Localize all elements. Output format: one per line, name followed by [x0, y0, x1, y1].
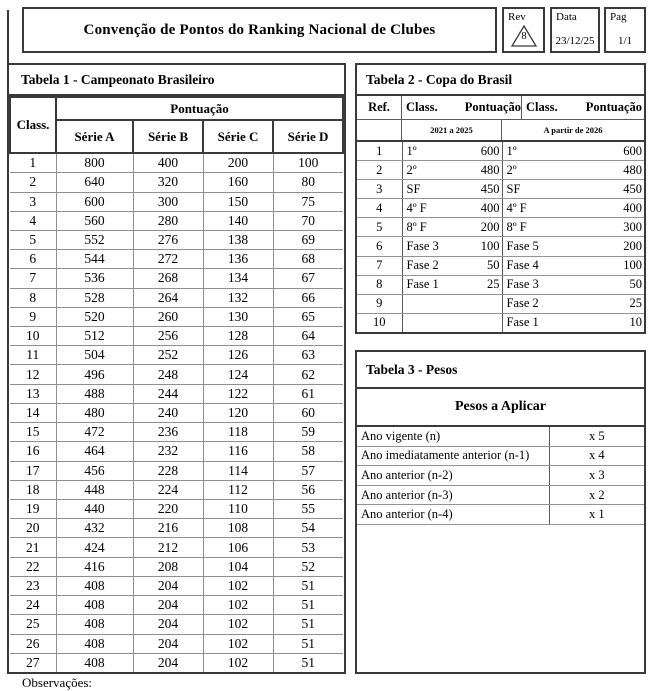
tabela2-ref-cell: 5	[357, 218, 402, 237]
tabela1-col-header-serie-c: Série C	[203, 120, 273, 153]
tabela1-points-cell: 130	[203, 307, 273, 326]
tabela1-row	[10, 269, 343, 288]
tabela1-row	[10, 403, 343, 422]
left-page-border	[7, 10, 9, 65]
tabela2-class-cell: Fase 5	[502, 237, 557, 256]
tabela1-points-cell: 408	[56, 634, 133, 653]
tabela1-points-cell: 110	[203, 500, 273, 519]
tabela2-class-cell	[402, 294, 457, 313]
tabela1-points-cell: 51	[273, 634, 343, 653]
tabela1-table	[9, 96, 344, 672]
tabela3-row	[357, 427, 644, 446]
tabela1-points-cell: 120	[203, 403, 273, 422]
date-value: 23/12/25	[555, 35, 595, 47]
tabela1-col-header-pontuacao: Pontuação	[56, 97, 343, 120]
tabela2-class-cell: 1º	[402, 142, 457, 161]
tabela2-row	[357, 256, 644, 275]
tabela1-points-cell: 116	[203, 442, 273, 461]
tabela1-points-cell: 114	[203, 461, 273, 480]
document-header-title-box	[22, 7, 497, 53]
tabela2-class-cell: Fase 4	[502, 256, 557, 275]
tabela1-points-cell: 102	[203, 615, 273, 634]
tabela1-row	[10, 557, 343, 576]
tabela2-points-cell: 25	[457, 275, 502, 294]
tabela3-multiplier-cell: x 2	[549, 485, 644, 505]
tabela1-points-cell: 440	[56, 500, 133, 519]
revision-triangle-icon	[510, 24, 538, 48]
tabela2-class-cell: 1º	[502, 142, 557, 161]
tabela2-class-cell: Fase 3	[502, 275, 557, 294]
tabela2-class-cell: Fase 2	[502, 294, 557, 313]
tabela1-points-cell: 60	[273, 403, 343, 422]
date-box	[550, 7, 600, 53]
tabela1-class-cell: 16	[10, 442, 56, 461]
tabela1-points-cell: 64	[273, 327, 343, 346]
tabela3-label-cell: Ano anterior (n-4)	[357, 505, 549, 525]
tabela1-points-cell: 100	[273, 153, 343, 173]
tabela2-class-cell: SF	[402, 180, 457, 199]
tabela1-row	[10, 384, 343, 403]
tabela1-class-cell: 6	[10, 250, 56, 269]
tabela1-points-cell: 248	[133, 365, 203, 384]
tabela2-class-cell	[402, 313, 457, 332]
tabela1-points-cell: 432	[56, 519, 133, 538]
tabela1-points-cell: 268	[133, 269, 203, 288]
tabela2-row	[357, 294, 644, 313]
tabela2-col-header-class-1: Class.	[406, 100, 438, 114]
tabela1-points-cell: 102	[203, 634, 273, 653]
document-title: Convenção de Pontos do Ranking Nacional de Clubes	[83, 21, 436, 38]
tabela1-points-cell: 204	[133, 576, 203, 595]
tabela2-period-1: 2021 a 2025	[402, 120, 502, 140]
tabela3-title: Tabela 3 - Pesos	[357, 352, 644, 389]
page-value: 1/1	[617, 35, 633, 47]
tabela1-row	[10, 365, 343, 384]
tabela1-points-cell: 62	[273, 365, 343, 384]
tabela3-label-cell: Ano vigente (n)	[357, 427, 549, 446]
tabela1-class-cell: 5	[10, 230, 56, 249]
tabela1-class-cell: 13	[10, 384, 56, 403]
tabela1-points-cell: 126	[203, 346, 273, 365]
tabela1-row	[10, 230, 343, 249]
tabela1-points-cell: 55	[273, 500, 343, 519]
tabela2-ref-cell: 4	[357, 199, 402, 218]
tabela2-ref-cell: 7	[357, 256, 402, 275]
tabela1-row	[10, 442, 343, 461]
tabela1-points-cell: 300	[133, 192, 203, 211]
tabela1-points-cell: 56	[273, 480, 343, 499]
tabela1-class-cell: 21	[10, 538, 56, 557]
tabela1-class-cell: 10	[10, 327, 56, 346]
tabela3-multiplier-cell: x 3	[549, 466, 644, 486]
tabela1-row	[10, 500, 343, 519]
tabela1-points-cell: 160	[203, 173, 273, 192]
tabela2-points-cell: 450	[457, 180, 502, 199]
tabela1-points-cell: 102	[203, 576, 273, 595]
tabela2-ref-cell: 10	[357, 313, 402, 332]
tabela1-points-cell: 536	[56, 269, 133, 288]
tabela2-period-ref-spacer	[357, 120, 402, 140]
tabela3-label-cell: Ano anterior (n-3)	[357, 485, 549, 505]
tabela1-points-cell: 150	[203, 192, 273, 211]
tabela2-period-row	[357, 120, 644, 142]
page-number-box	[604, 7, 646, 53]
tabela1-points-cell: 140	[203, 211, 273, 230]
rev-label: Rev	[508, 11, 526, 23]
tabela1-points-cell: 504	[56, 346, 133, 365]
tabela1-points-cell: 408	[56, 576, 133, 595]
tabela1-points-cell: 106	[203, 538, 273, 557]
tabela2-points-cell: 450	[557, 180, 644, 199]
tabela3-row	[357, 446, 644, 466]
tabela1-points-cell: 408	[56, 653, 133, 672]
tabela1-points-cell: 61	[273, 384, 343, 403]
tabela1-class-cell: 17	[10, 461, 56, 480]
tabela1-class-cell: 26	[10, 634, 56, 653]
tabela1-points-cell: 58	[273, 442, 343, 461]
tabela2-col-header-pontuacao-2: Pontuação	[585, 100, 642, 114]
tabela1-points-cell: 416	[56, 557, 133, 576]
tabela1-row	[10, 615, 343, 634]
tabela1-points-cell: 53	[273, 538, 343, 557]
tabela2-points-cell: 100	[557, 256, 644, 275]
tabela1-class-cell: 24	[10, 596, 56, 615]
tabela1-points-cell: 472	[56, 423, 133, 442]
tabela2-period-2: A partir de 2026	[543, 125, 603, 135]
tabela2-points-cell: 50	[457, 256, 502, 275]
tabela1-points-cell: 70	[273, 211, 343, 230]
tabela1-points-cell: 260	[133, 307, 203, 326]
tabela1-points-cell: 456	[56, 461, 133, 480]
tabela1-points-cell: 600	[56, 192, 133, 211]
tabela1-points-cell: 276	[133, 230, 203, 249]
tabela1-row	[10, 346, 343, 365]
date-label: Data	[556, 11, 577, 23]
tabela2-class-cell: 2º	[402, 161, 457, 180]
tabela2-row	[357, 218, 644, 237]
tabela1-row	[10, 576, 343, 595]
tabela1-row	[10, 634, 343, 653]
page-label: Pag	[610, 11, 627, 23]
tabela1-title: Tabela 1 - Campeonato Brasileiro	[9, 65, 344, 96]
tabela2-points-cell: 100	[457, 237, 502, 256]
tabela1-points-cell: 236	[133, 423, 203, 442]
tabela1-points-cell: 224	[133, 480, 203, 499]
tabela1-points-cell: 67	[273, 269, 343, 288]
tabela1-points-cell: 204	[133, 634, 203, 653]
tabela1-points-cell: 66	[273, 288, 343, 307]
tabela3-label-cell: Ano anterior (n-2)	[357, 466, 549, 486]
tabela1-class-cell: 19	[10, 500, 56, 519]
tabela1-points-cell: 104	[203, 557, 273, 576]
tabela1-class-cell: 18	[10, 480, 56, 499]
tabela1-points-cell: 102	[203, 596, 273, 615]
tabela1-row	[10, 327, 343, 346]
tabela1-points-cell: 488	[56, 384, 133, 403]
tabela1-points-cell: 232	[133, 442, 203, 461]
tabela1-points-cell: 544	[56, 250, 133, 269]
tabela1-class-cell: 3	[10, 192, 56, 211]
tabela1-points-cell: 800	[56, 153, 133, 173]
tabela1-row	[10, 173, 343, 192]
tabela1-row	[10, 423, 343, 442]
tabela2-ref-cell: 2	[357, 161, 402, 180]
tabela1-row	[10, 192, 343, 211]
tabela2-points-cell: 400	[457, 199, 502, 218]
tabela2-row	[357, 180, 644, 199]
tabela1-points-cell: 256	[133, 327, 203, 346]
tabela1-class-cell: 7	[10, 269, 56, 288]
tabela2-points-cell: 600	[457, 142, 502, 161]
tabela1-row	[10, 288, 343, 307]
tabela2-col-header-pontuacao-1: Pontuação	[457, 96, 522, 119]
tabela2-points-cell	[457, 294, 502, 313]
tabela3-empty-area	[357, 525, 644, 672]
tabela1-points-cell: 448	[56, 480, 133, 499]
tabela3-multiplier-cell: x 4	[549, 446, 644, 466]
tabela2-container	[355, 63, 646, 334]
tabela1-points-cell: 51	[273, 596, 343, 615]
tabela1-class-cell: 2	[10, 173, 56, 192]
tabela1-points-cell: 204	[133, 596, 203, 615]
tabela1-points-cell: 512	[56, 327, 133, 346]
tabela2-ref-cell: 3	[357, 180, 402, 199]
tabela2-points-cell: 480	[557, 161, 644, 180]
tabela1-row	[10, 596, 343, 615]
tabela1-points-cell: 134	[203, 269, 273, 288]
tabela1-class-cell: 22	[10, 557, 56, 576]
tabela1-row	[10, 538, 343, 557]
tabela3-multiplier-cell: x 1	[549, 505, 644, 525]
tabela2-ref-cell: 9	[357, 294, 402, 313]
tabela2-ref-cell: 8	[357, 275, 402, 294]
footer-note-clipped: Observações:	[22, 675, 93, 690]
tabela1-points-cell: 496	[56, 365, 133, 384]
tabela1-points-cell: 240	[133, 403, 203, 422]
tabela1-points-cell: 69	[273, 230, 343, 249]
tabela1-col-header-serie-b: Série B	[133, 120, 203, 153]
tabela1-container	[7, 63, 346, 674]
tabela1-points-cell: 520	[56, 307, 133, 326]
tabela1-points-cell: 51	[301, 654, 315, 670]
tabela2-points-cell: 25	[557, 294, 644, 313]
tabela1-points-cell: 464	[56, 442, 133, 461]
tabela1-points-cell: 408	[56, 615, 133, 634]
tabela3-container	[355, 350, 646, 674]
tabela1-col-header-serie-d: Série D	[273, 120, 343, 153]
tabela2-row	[357, 237, 644, 256]
tabela1-points-cell: 63	[273, 346, 343, 365]
tabela2-points-cell: 400	[557, 199, 644, 218]
tabela1-row	[10, 153, 343, 173]
tabela1-class-cell: 14	[10, 403, 56, 422]
tabela1-points-cell: 124	[203, 365, 273, 384]
tabela1-points-cell: 244	[133, 384, 203, 403]
tabela3-label-cell: Ano imediatamente anterior (n-1)	[357, 446, 549, 466]
tabela3-row	[357, 466, 644, 486]
tabela2-header-row	[357, 96, 644, 120]
tabela1-points-cell: 220	[133, 500, 203, 519]
tabela1-points-cell: 264	[133, 288, 203, 307]
tabela1-class-cell: 25	[10, 615, 56, 634]
tabela2-col-header-ref: Ref.	[357, 96, 402, 119]
tabela2-row	[357, 313, 644, 332]
tabela1-points-cell: 65	[273, 307, 343, 326]
tabela1-points-cell: 208	[133, 557, 203, 576]
tabela2-class-cell: 2º	[502, 161, 557, 180]
tabela1-points-cell: 54	[273, 519, 343, 538]
tabela2-class-cell: SF	[502, 180, 557, 199]
tabela3-header: Pesos a Aplicar	[357, 389, 644, 427]
tabela1-points-cell: 136	[203, 250, 273, 269]
tabela1-row	[10, 519, 343, 538]
tabela3-row	[357, 505, 644, 525]
tabela2-col-header-class-2: Class.	[526, 100, 558, 114]
tabela2-row	[357, 161, 644, 180]
tabela1-points-cell: 80	[273, 173, 343, 192]
tabela3-multiplier-cell: x 5	[549, 427, 644, 446]
tabela1-points-cell: 200	[203, 153, 273, 173]
tabela1-row	[10, 307, 343, 326]
tabela1-points-cell: 216	[133, 519, 203, 538]
tabela1-col-header-serie-a: Série A	[56, 120, 133, 153]
tabela3-row	[357, 485, 644, 505]
tabela2-class-cell: 4º F	[402, 199, 457, 218]
tabela2-row	[357, 199, 644, 218]
tabela2-points-cell: 10	[629, 315, 642, 330]
tabela1-row	[10, 480, 343, 499]
tabela1-points-cell: 552	[56, 230, 133, 249]
tabela1-points-cell: 272	[133, 250, 203, 269]
rev-value: 8	[521, 31, 527, 42]
tabela2-points-cell: 300	[557, 218, 644, 237]
tabela1-points-cell: 528	[56, 288, 133, 307]
tabela2-row	[357, 142, 644, 161]
tabela2-class-cell: Fase 2	[402, 256, 457, 275]
tabela1-points-cell: 122	[203, 384, 273, 403]
tabela1-class-cell: 1	[10, 153, 56, 173]
tabela2-points-cell: 200	[557, 237, 644, 256]
tabela2-ref-cell: 1	[357, 142, 402, 161]
tabela2-points-cell: 480	[457, 161, 502, 180]
tabela1-row	[10, 250, 343, 269]
tabela1-points-cell: 52	[273, 557, 343, 576]
tabela1-points-cell: 400	[133, 153, 203, 173]
tabela1-points-cell: 118	[203, 423, 273, 442]
tabela1-points-cell: 424	[56, 538, 133, 557]
tabela2-points-cell: 50	[557, 275, 644, 294]
tabela1-class-cell: 8	[10, 288, 56, 307]
tabela2-class-cell: Fase 1	[506, 315, 539, 330]
tabela1-class-cell: 27	[10, 653, 56, 672]
tabela2-class-cell: 8º F	[402, 218, 457, 237]
tabela1-points-cell: 252	[133, 346, 203, 365]
tabela1-points-cell: 75	[273, 192, 343, 211]
tabela1-points-cell: 640	[56, 173, 133, 192]
tabela2-points-cell: 200	[457, 218, 502, 237]
tabela1-points-cell: 320	[133, 173, 203, 192]
tabela1-points-cell: 68	[273, 250, 343, 269]
tabela1-row	[10, 461, 343, 480]
tabela1-points-cell: 132	[203, 288, 273, 307]
tabela2-ref-cell: 6	[357, 237, 402, 256]
tabela1-points-cell: 108	[203, 519, 273, 538]
tabela1-class-cell: 12	[10, 365, 56, 384]
tabela1-points-cell: 228	[133, 461, 203, 480]
tabela1-points-cell: 408	[56, 596, 133, 615]
tabela1-points-cell: 102	[203, 653, 273, 672]
tabela2-class-cell: Fase 1	[402, 275, 457, 294]
tabela1-points-cell: 59	[273, 423, 343, 442]
tabela1-class-cell: 15	[10, 423, 56, 442]
tabela1-class-cell: 23	[10, 576, 56, 595]
tabela2-points-cell	[457, 313, 502, 332]
tabela1-points-cell: 138	[203, 230, 273, 249]
tabela1-points-cell: 51	[273, 615, 343, 634]
rev-box	[502, 7, 545, 53]
tabela1-class-cell: 4	[10, 211, 56, 230]
tabela2-class-cell: 8º F	[502, 218, 557, 237]
tabela1-row	[10, 211, 343, 230]
tabela1-points-cell: 480	[56, 403, 133, 422]
tabela3-table	[357, 427, 644, 525]
tabela1-points-cell: 112	[203, 480, 273, 499]
tabela1-points-cell: 280	[133, 211, 203, 230]
tabela2-class-cell: 4º F	[502, 199, 557, 218]
tabela1-class-cell: 11	[10, 346, 56, 365]
tabela1-points-cell: 57	[273, 461, 343, 480]
tabela1-points-cell: 204	[133, 615, 203, 634]
tabela1-points-cell: 560	[56, 211, 133, 230]
tabela1-class-cell: 9	[10, 307, 56, 326]
tabela2-class-cell: Fase 3	[402, 237, 457, 256]
tabela2-row	[357, 275, 644, 294]
tabela1-points-cell: 128	[203, 327, 273, 346]
tabela2-table	[357, 142, 644, 332]
tabela1-row	[10, 653, 343, 672]
tabela2-title: Tabela 2 - Copa do Brasil	[357, 65, 644, 96]
tabela1-col-header-class: Class.	[10, 97, 56, 153]
tabela1-points-cell: 212	[133, 538, 203, 557]
tabela1-points-cell: 51	[273, 576, 343, 595]
tabela1-class-cell: 20	[10, 519, 56, 538]
tabela1-points-cell: 204	[133, 653, 203, 672]
tabela2-points-cell: 600	[557, 142, 644, 161]
